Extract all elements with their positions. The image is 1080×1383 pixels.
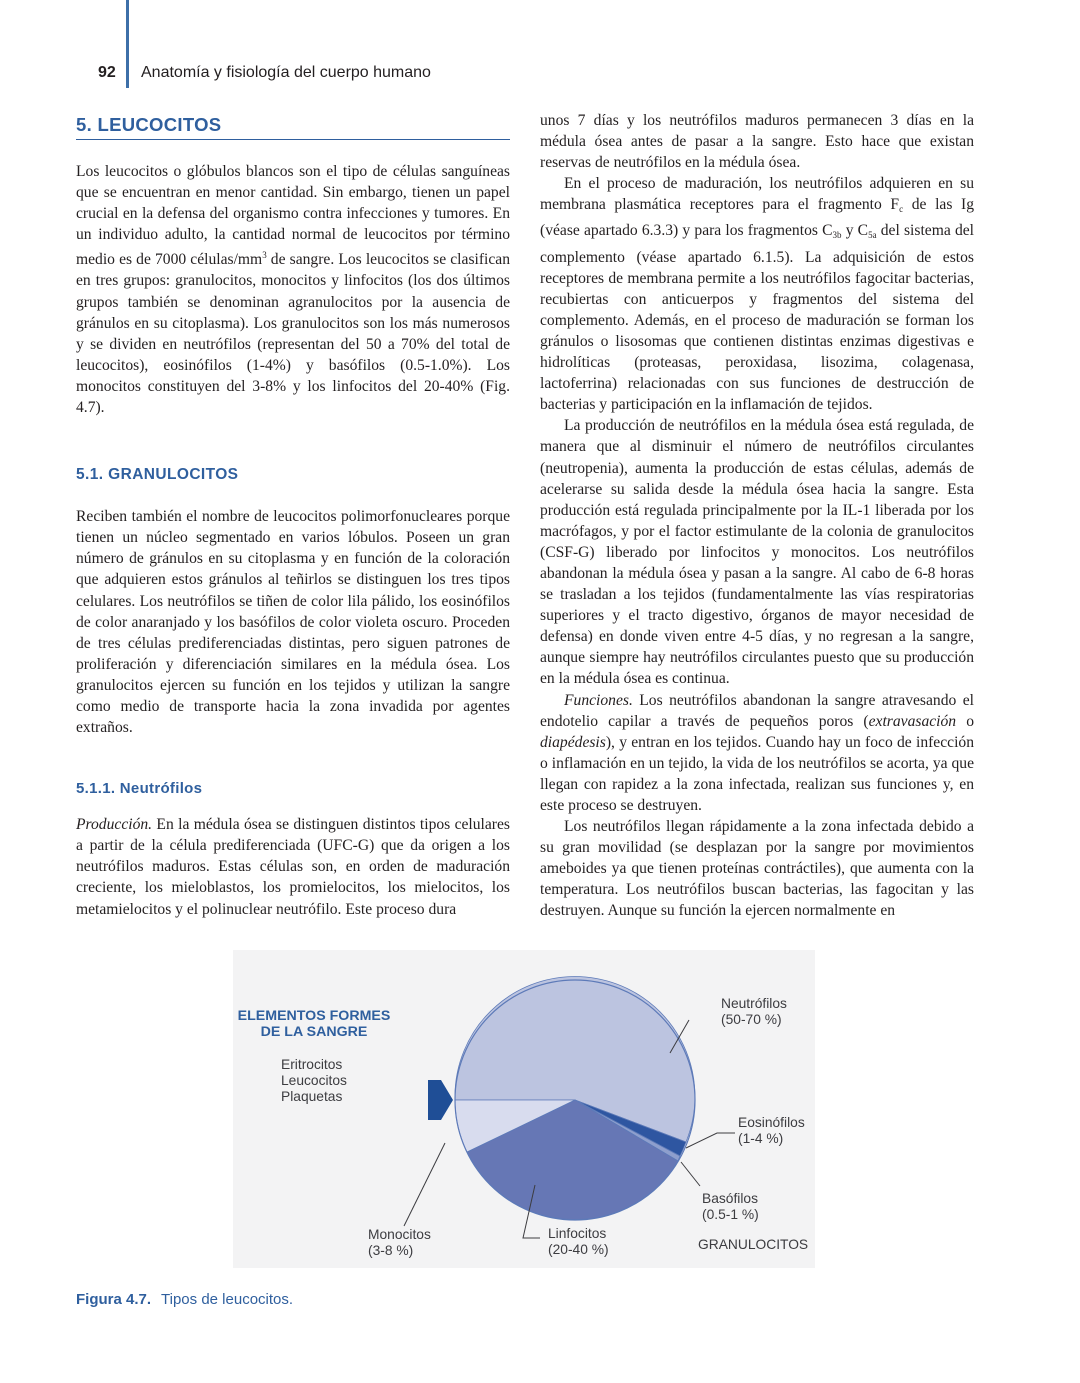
label-monocitos: Monocitos (3-8 %) xyxy=(368,1227,431,1258)
figure-title: ELEMENTOS FORMES DE LA SANGRE xyxy=(237,1008,391,1040)
paragraph-receptores xyxy=(540,173,974,415)
section-heading-leucocitos: 5. LEUCOCITOS xyxy=(76,114,510,140)
superscript: 3 xyxy=(262,250,267,261)
figure-leucocitos xyxy=(233,950,815,1268)
subsubsection-heading-neutrofilos: 5.1.1. Neutrófilos xyxy=(76,780,203,798)
paragraph-receptores-text-c: y C xyxy=(841,222,869,240)
page-number: 92 xyxy=(98,64,116,81)
paragraph-funciones-text-b: o xyxy=(956,712,974,730)
subsection-heading-granulocitos: 5.1. GRANULOCITOS xyxy=(76,466,239,484)
label-neutrofilos: Neutrófilos (50-70 %) xyxy=(721,996,787,1027)
caption-text: Tipos de leucocitos. xyxy=(161,1291,294,1308)
paragraph-receptores-text-d: del sistema del complemento (véase apartado 6.1.5). La adquisición de estos receptores de membrana permite a los neutrófilos fagocitar bacterias, recubiertas con anticuerpos y fragmentos del sistema del complemento. Además, en el proceso de maduración se forman los gránulos o lisosomas que contienen distintas enzimas digestivas e hidrolíticas (proteasas, peroxidasa, lisozima, colagenasa, lactoferrina) relacionadas con sus funciones de destrucción de bacterias y participación en la inflamación de tejidos. xyxy=(540,222,974,414)
subscript: 3b xyxy=(832,230,842,241)
arrow-icon xyxy=(428,1080,453,1120)
header-accent-bar xyxy=(126,0,129,88)
paragraph-funciones-text-a: Los neutrófilos abandonan la sangre atravesando el endotelio capilar a través de pequeños poros ( xyxy=(540,691,974,730)
leader-line-basofilos xyxy=(681,1162,700,1186)
leader-line-monocitos xyxy=(404,1143,445,1226)
paragraph-maduracion-continued: unos 7 días y los neutrófilos maduros permanecen 3 días en la médula ósea antes de pasar a la sangre. Esto hace que existan reservas de neutrófilos en la médula ósea. xyxy=(540,112,974,172)
term-diapedesis: diapédesis xyxy=(540,733,606,751)
paragraph-funciones-text-c: ), y entran en los tejidos. Cuando hay un foco de infección o inflamación en un tejido, la vida de los neutrófilos se acorta, ya que llegan con rapidez a la zona infectada, realizan sus funciones y, en este proceso se destruyen. xyxy=(540,733,974,814)
label-linfocitos: Linfocitos (20-40 %) xyxy=(548,1226,609,1257)
subscript: c xyxy=(899,204,904,215)
label-basofilos: Basófilos (0.5-1 %) xyxy=(702,1191,759,1222)
figure-caption xyxy=(76,1291,293,1308)
paragraph-granulocitos: Reciben también el nombre de leucocitos polimorfonucleares porque tienen un núcleo segmentado en varios lóbulos. Poseen un gran número de gránulos en su citoplasma y en función de la coloración que adquieren estos gránulos al teñirlos se distinguen los tres tipos celulares. Los neutrófilos se tiñen de color lila pálido, los eosinófilos de color anaranjado y los basófilos de color violeta oscuro. Proceden de tres células prediferenciadas distintas, pero siguen patrones de proliferación y diferenciación similares en la médula ósea. Los granulocitos ejercen su función en los tejidos y utilizan la sangre como medio de transporte hacia la zona invadida por agentes extraños. xyxy=(76,508,510,737)
paragraph-intro xyxy=(76,161,510,418)
right-column xyxy=(540,110,974,922)
paragraph-regulacion: La producción de neutrófilos en la médula ósea está regulada, de manera que al disminuir el número de neutrófilos circulantes (neutropenia), aumenta la producción de estas células, además de acelerarse su salida desde la médula ósea hacia la sangre. Esta producción está regulada principalmente por la IL-1 liberada por los macrófagos, y por el factor estimulante de la colonia de granulocitos (CSF-G) liberado por linfocitos y monocitos. Los neutrófilos abandonan la médula ósea y pasan a la sangre. Al cabo de 6-8 horas se trasladan a los tejidos (fundamentalmente las vías respiratorias superiores y el tracto digestivo, órganos de mayor necesidad de defensa) en donde viven entre 4-5 días, y no regresan a la sangre, aunque siempre hay neutrófilos circulantes puesto que su producción en la médula ósea es continua. xyxy=(540,417,974,688)
term-extravasacion: extravasación xyxy=(868,712,957,730)
leader-line-eosinofilos xyxy=(686,1133,735,1148)
paragraph-intro-text-a: Los leucocitos o glóbulos blancos son el tipo de células sanguíneas que se encuentran en menor cantidad. Sin embargo, tienen un papel crucial en la defensa del organismo contra infecciones y tumores. En un individuo adulto, la cantidad normal de leucocitos por término medio es de 7000 células/mm xyxy=(76,163,510,269)
run-in-heading-funciones: Funciones. xyxy=(564,691,633,709)
label-eosinofilos: Eosinófilos (1-4 %) xyxy=(738,1115,805,1146)
paragraph-produccion xyxy=(76,814,510,919)
paragraph-receptores-text-b: de las Ig (véase apartado 6.3.3) y para los fragmentos C xyxy=(540,196,974,240)
run-in-heading-produccion: Producción. xyxy=(76,816,153,834)
caption-label: Figura 4.7. xyxy=(76,1291,152,1308)
paragraph-produccion-text: En la médula ósea se distinguen distintos tipos celulares a partir de la célula prediferenciada (UFC-G) que da origen a los neutrófilos maduros. Estas células son, en orden de maduración creciente, los mieloblastos, los promielocitos, los mielocitos, los metamielocitos y el polinuclear neutrófilo. Este proceso dura xyxy=(76,816,510,918)
paragraph-movilidad: Los neutrófilos llegan rápidamente a la zona infectada debido a su gran movilidad (se desplazan por la sangre por movimientos ameboides ya que tienen proteínas contráctiles), que aumenta con la temperatura. Los neutrófilos buscan bacterias, las fagocitan y las destruyen. Aunque su función la ejercen normalmente en xyxy=(540,818,974,920)
subscript: 5a xyxy=(868,230,877,241)
running-title: Anatomía y fisiología del cuerpo humano xyxy=(141,64,431,81)
paragraph-receptores-text-a: En el proceso de maduración, los neutrófilos adquieren en su membrana plasmática receptores para el fragmento F xyxy=(540,175,974,214)
left-column xyxy=(76,110,510,920)
formed-elements-list: Eritrocitos Leucocitos Plaquetas xyxy=(281,1057,347,1104)
paragraph-intro-text-b: de sangre. Los leucocitos se clasifican en tres grupos: granulocitos, monocitos y linfocitos (los dos últimos grupos también se denominan agranulocitos por la ausencia de gránulos en su citoplasma). Los granulocitos son los más numerosos y se dividen en neutrófilos (representan del 50 a 70% del total de leucocitos), eosinófilos (1-4%) y basófilos (0.5-1.0%). Los monocitos constituyen del 3-8% y los linfocitos del 20-40% (Fig. 4.7). xyxy=(76,251,511,417)
paragraph-funciones xyxy=(540,690,974,817)
label-granulocitos: GRANULOCITOS xyxy=(698,1237,809,1252)
